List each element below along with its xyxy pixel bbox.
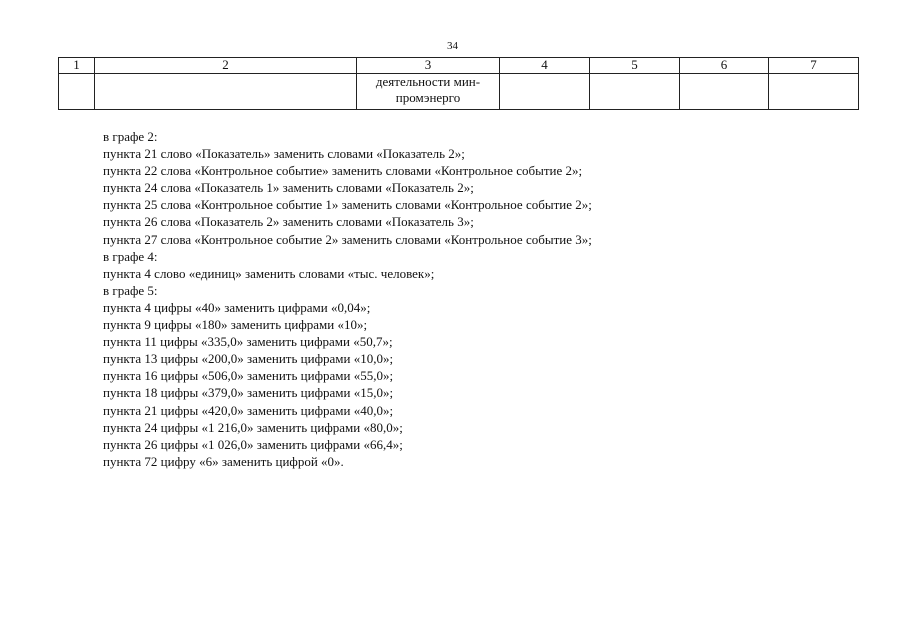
column-number-cell: 5 (590, 58, 680, 74)
table-cell (769, 74, 859, 110)
section-heading: в графе 4: (103, 248, 158, 264)
amendment-line: пункта 18 цифры «379,0» заменить цифрами «15,0»; (103, 385, 394, 401)
amendment-line: пункта 21 слово «Показатель» заменить словами «Показатель 2»; (103, 146, 465, 162)
amendment-line: пункта 4 цифры «40» заменить цифрами «0,04»; (103, 299, 371, 315)
amendment-text (103, 128, 863, 470)
column-number-cell: 7 (769, 58, 859, 74)
table-cell (500, 74, 590, 110)
amendment-line: пункта 4 слово «единиц» заменить словами «тыс. человек»; (103, 265, 435, 281)
column-number-cell: 6 (680, 58, 769, 74)
section-heading: в графе 2: (103, 129, 158, 144)
amendment-line: пункта 24 цифры «1 216,0» заменить цифрами «80,0»; (103, 419, 403, 435)
amendment-line: пункта 11 цифры «335,0» заменить цифрами «50,7»; (103, 334, 393, 350)
table-cell (95, 74, 357, 110)
column-number-cell: 2 (95, 58, 357, 74)
table-cell: деятельности мин- промэнерго (357, 74, 500, 110)
section-heading: в графе 5: (103, 282, 158, 298)
table-cell (59, 74, 95, 110)
column-number-cell: 4 (500, 58, 590, 74)
column-number-row (59, 58, 859, 74)
page-number: 34 (447, 40, 458, 52)
amendment-line: пункта 16 цифры «506,0» заменить цифрами «55,0»; (103, 368, 394, 384)
table-row (59, 74, 859, 110)
amendment-line: пункта 25 слова «Контрольное событие 1» заменить словами «Контрольное событие 2»; (103, 197, 592, 213)
amendment-line: пункта 26 цифры «1 026,0» заменить цифрами «66,4»; (103, 436, 403, 452)
amendment-line: пункта 21 цифры «420,0» заменить цифрами «40,0»; (103, 402, 394, 418)
amendment-line: пункта 27 слова «Контрольное событие 2» заменить словами «Контрольное событие 3»; (103, 231, 592, 247)
amendment-line: пункта 24 слова «Показатель 1» заменить словами «Показатель 2»; (103, 180, 474, 196)
amendment-line: пункта 26 слова «Показатель 2» заменить словами «Показатель 3»; (103, 214, 474, 230)
table-cell (590, 74, 680, 110)
amendment-line: пункта 22 слова «Контрольное событие» заменить словами «Контрольное событие 2»; (103, 163, 583, 179)
amendment-line: пункта 72 цифру «6» заменить цифрой «0». (103, 453, 344, 469)
continuation-table (58, 57, 859, 110)
table-cell (680, 74, 769, 110)
amendment-line: пункта 9 цифры «180» заменить цифрами «10»; (103, 317, 368, 333)
amendment-line: пункта 13 цифры «200,0» заменить цифрами «10,0»; (103, 351, 394, 367)
column-number-cell: 3 (357, 58, 500, 74)
column-number-cell: 1 (59, 58, 95, 74)
